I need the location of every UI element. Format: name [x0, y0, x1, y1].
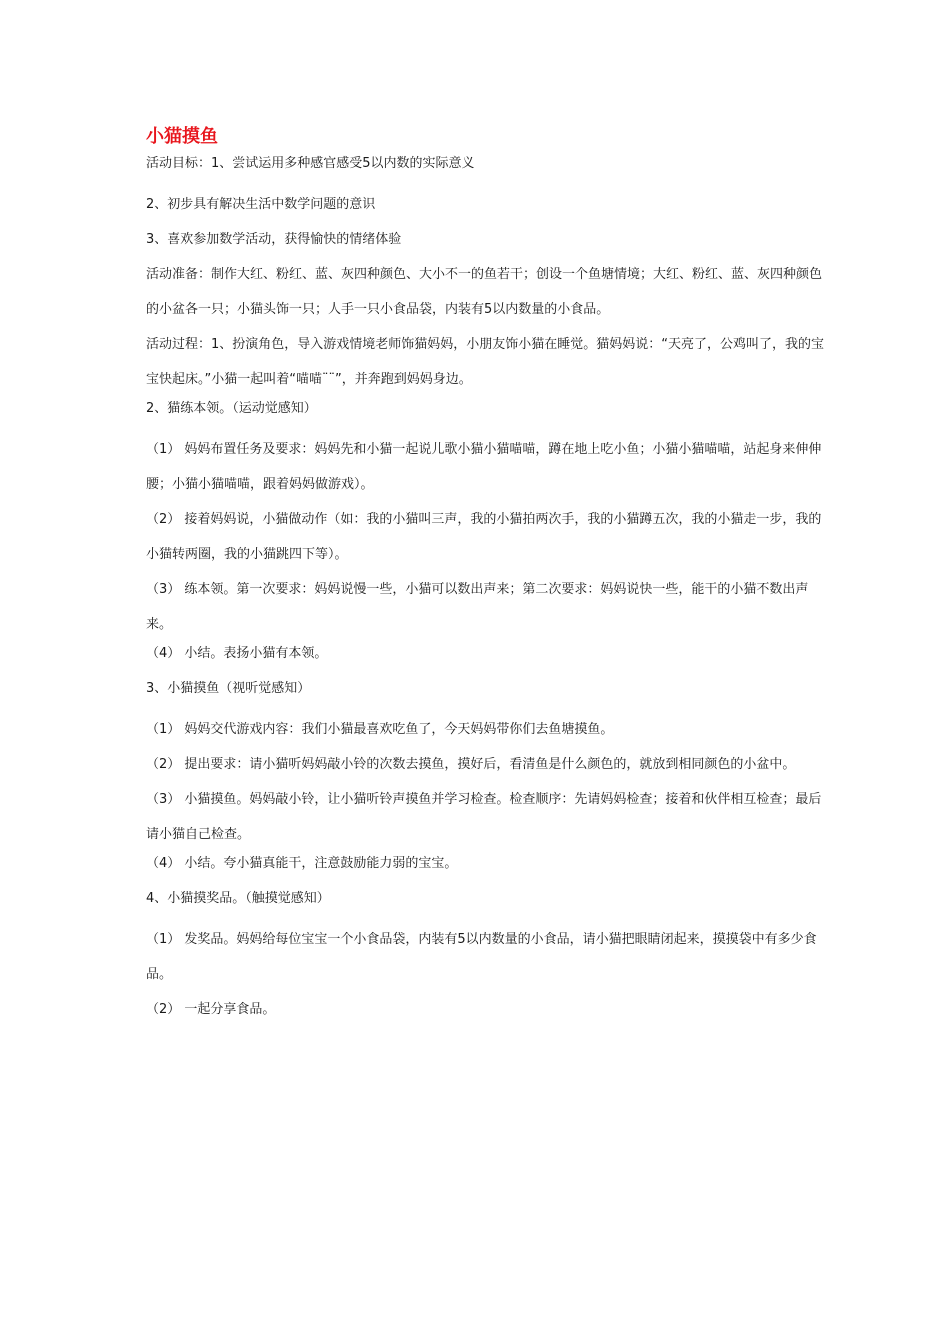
document-title: 小猫摸鱼	[146, 126, 218, 147]
paragraph-process-3-heading: 3、小猫摸鱼（视听觉感知）	[146, 681, 311, 696]
paragraph-process-2-step-3: （3） 练本领。第一次要求：妈妈说慢一些，小猫可以数出声来；第二次要求：妈妈说快一些，能干的小猫不数出声来。	[146, 582, 809, 632]
paragraph-goal-2: 2、初步具有解决生活中数学问题的意识	[146, 197, 376, 212]
paragraph-process-4-step-1: （1） 发奖品。妈妈给每位宝宝一个小食品袋，内装有5以内数量的小食品，请小猫把眼睛闭起来，摸摸袋中有多少食品。	[146, 932, 817, 982]
paragraph-process-3-step-1: （1） 妈妈交代游戏内容：我们小猫最喜欢吃鱼了，今天妈妈带你们去鱼塘摸鱼。	[146, 722, 614, 737]
paragraph-process-3-step-4: （4） 小结。夸小猫真能干，注意鼓励能力弱的宝宝。	[146, 856, 458, 871]
paragraph-process-4-step-2: （2） 一起分享食品。	[146, 1002, 276, 1017]
paragraph-goal-1: 活动目标：1、尝试运用多种感官感受5以内数的实际意义	[146, 156, 475, 171]
paragraph-process-2-step-2: （2） 接着妈妈说，小猫做动作（如：我的小猫叫三声，我的小猫拍两次手，我的小猫蹲五次，我的小猫走一步，我的小猫转两圈，我的小猫跳四下等）。	[146, 512, 822, 562]
paragraph-process-2-step-4: （4） 小结。表扬小猫有本领。	[146, 646, 328, 661]
paragraph-preparation: 活动准备：制作大红、粉红、蓝、灰四种颜色、大小不一的鱼若干；创设一个鱼塘情境；大红、粉红、蓝、灰四种颜色的小盆各一只；小猫头饰一只；人手一只小食品袋，内装有5以内数量的小食品。	[146, 267, 823, 317]
paragraph-goal-3: 3、喜欢参加数学活动，获得愉快的情绪体验	[146, 232, 402, 247]
paragraph-process-4-heading: 4、小猫摸奖品。（触摸觉感知）	[146, 891, 330, 906]
paragraph-process-1: 活动过程：1、扮演角色，导入游戏情境老师饰猫妈妈，小朋友饰小猫在睡觉。猫妈妈说：“天亮了，公鸡叫了，我的宝宝快起床。”小猫一起叫着“喵喵¨¨”，并奔跑到妈妈身边。	[146, 337, 825, 387]
paragraph-process-2-step-1: （1） 妈妈布置任务及要求：妈妈先和小猫一起说儿歌小猫小猫喵喵，蹲在地上吃小鱼；小猫小猫喵喵，站起身来伸伸腰；小猫小猫喵喵，跟着妈妈做游戏）。	[146, 442, 822, 492]
document-page	[146, 124, 826, 1027]
paragraph-process-3-step-3: （3） 小猫摸鱼。妈妈敲小铃，让小猫听铃声摸鱼并学习检查。检查顺序：先请妈妈检查；接着和伙伴相互检查；最后请小猫自己检查。	[146, 792, 822, 842]
paragraph-process-3-step-2: （2） 提出要求：请小猫听妈妈敲小铃的次数去摸鱼，摸好后，看清鱼是什么颜色的，就放到相同颜色的小盆中。	[146, 757, 796, 772]
paragraph-process-2-heading: 2、猫练本领。（运动觉感知）	[146, 401, 317, 416]
